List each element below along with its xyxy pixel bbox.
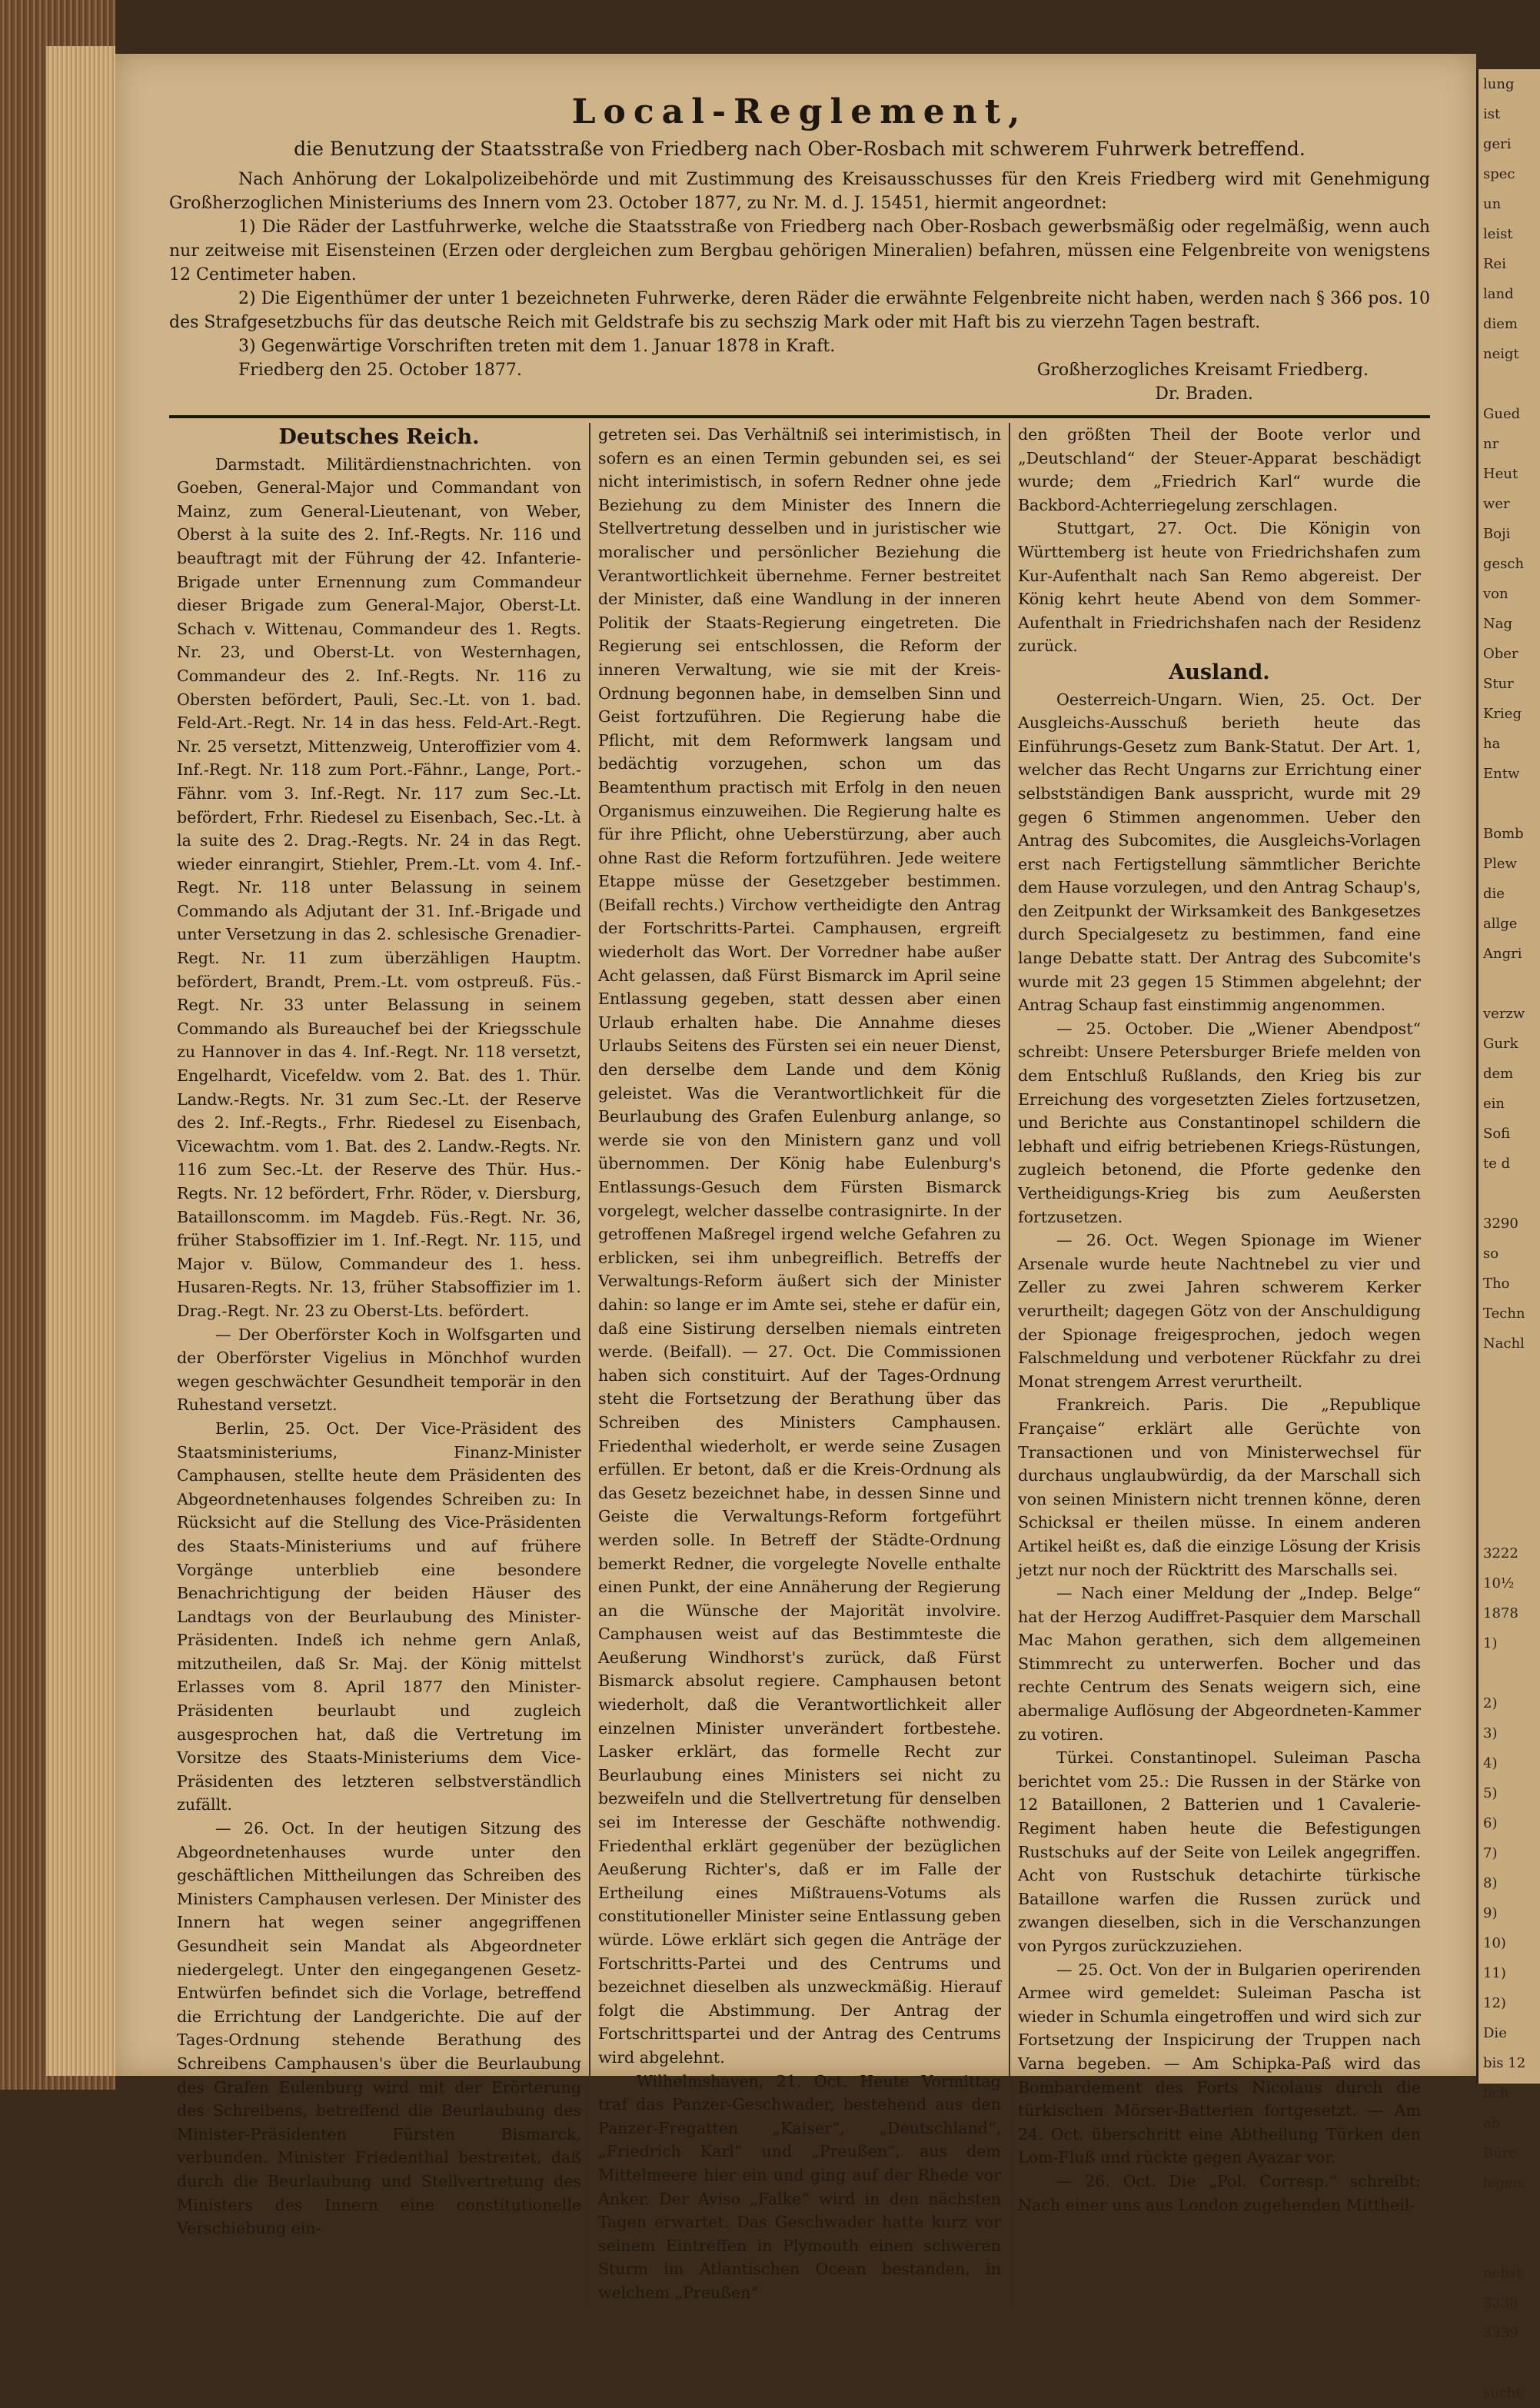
article-frankreich: Frankreich. Paris. Die „Republique Française“ erklärt alle Gerüchte von Transactionen und von Ministerwechsel für durchaus unglaubwürdig, da der Marschall sich von seinen Ministern nicht trennen könne, deren Schicksal er theilen müsse. In einem anderen Artikel heißt es, daß die einzige Lösung der Krisis jetzt nur noch der Rücktritt des Marschalls sei. — [1018, 1395, 1421, 1579]
reglement-para-2: 2) Die Eigenthümer der unter 1 bezeichneten Fuhrwerke, deren Räder die erwähnte Felgenbreite nicht haben, werden nach § 366 pos. 10 des Strafgesetzbuchs für das deutsche Reich mit Geldstrafe bis zu sechszig Mark oder mit Haft bis zu vierzehn Tagen bestraft. — [169, 289, 1430, 332]
adjacent-page-line: allge — [1483, 916, 1518, 932]
adjacent-page-line: leist — [1483, 226, 1513, 242]
adjacent-page-line — [1478, 969, 1540, 999]
adjacent-page-line: 2) — [1483, 1695, 1498, 1711]
newspaper-page — [115, 54, 1476, 2302]
adjacent-page-line: 3339 — [1483, 2325, 1518, 2341]
adjacent-page-line: 3222 — [1483, 1545, 1518, 1562]
adjacent-page-line: Angri — [1483, 946, 1522, 962]
column-3 — [1009, 423, 1429, 2305]
adjacent-page-line: 8) — [1483, 1875, 1498, 1891]
adjacent-page-line: Die — [1483, 2025, 1507, 2041]
adjacent-page-line: 11) — [1483, 1965, 1506, 1981]
book-binding-edge — [0, 0, 115, 2090]
adjacent-page-line: wer — [1483, 496, 1510, 512]
adjacent-page-line: Ober — [1483, 646, 1518, 662]
adjacent-page-line: land — [1483, 286, 1514, 302]
heading-deutsches-reich: Deutsches Reich. — [278, 425, 480, 449]
article-wilhelmshaven: Wilhelmshaven, 21. Oct. Heute Vormittag traf das Panzer-Geschwader, bestehend aus den Panzer-Fregatten „Kaiser“, „Deutschland“, „Friedrich Karl“ und „Preußen“, aus dem Mittelmeere hier ein und ging auf der Rhede vor Anker. Der Aviso „Falke“ wird in den nächsten Tagen erwartet. Das Geschwader hatte kurz vor seinem Eintreffen in Plymouth einen schweren Sturm im Atlantischen Ocean bestanden, in welchem „Preußen“ — [598, 2071, 1001, 2302]
adjacent-page-line — [1478, 2348, 1540, 2378]
article-oberfoerster: — Der Oberförster Koch in Wolfsgarten und der Oberförster Vigelius in Mönchhof wurden wegen geschwächter Gesundheit temporär in den Ruhestand versetzt. — [177, 1325, 581, 1415]
adjacent-page-line: 6) — [1483, 1815, 1498, 1831]
adjacent-page-line — [1478, 789, 1540, 819]
adjacent-page-line: gesch — [1483, 556, 1525, 572]
adjacent-page-line: legen. — [1483, 2175, 1526, 2191]
adjacent-page-line: Tho — [1483, 1276, 1510, 1292]
adjacent-page-line — [1478, 2228, 1540, 2258]
adjacent-page-line: 12) — [1483, 1995, 1506, 2011]
adjacent-page-line: Techn — [1483, 1305, 1525, 1322]
adjacent-page-line: so — [1483, 1246, 1499, 1262]
article-pol-corresp: — 26. Oct. Die „Pol. Corresp.“ schreibt: Nach einer uns aus London zugehenden Mittheil- — [1018, 2171, 1421, 2214]
heading-ausland: Ausland. — [1169, 660, 1270, 684]
adjacent-page-line: Büre — [1483, 2145, 1518, 2161]
adjacent-page-line: Heut — [1483, 466, 1518, 482]
adjacent-page-line: die — [1483, 886, 1505, 902]
adjacent-page-line: diem — [1483, 316, 1518, 332]
adjacent-page-line: 1) — [1483, 1635, 1498, 1651]
adjacent-page-line — [1478, 1448, 1540, 1478]
article-tuerkei: Türkei. Constantinopel. Suleiman Pascha berichtet vom 25.: Die Russen in der Stärke von 12 Bataillonen, 2 Batterien und 1 Cavalerie-Regiment haben heute die Befestigungen Rustschuks auf der Seite von Leilek angegriffen. Acht von Rustschuk detachirte türkische Bataillone warfen die Russen zurück und zwangen dieselben, sich in die Verschanzungen von Pyrgos zurückzuziehen. — [1018, 1748, 1421, 1955]
adjacent-page-line — [1478, 1359, 1540, 1389]
column-2 — [589, 423, 1009, 2305]
adjacent-page-line: Stur — [1483, 676, 1514, 692]
article-oesterreich-ungarn: Oesterreich-Ungarn. Wien, 25. Oct. Der Ausgleichs-Ausschuß berieth heute das Einführungs-Gesetz zum Bank-Statut. Der Art. 1, welcher das Recht Ungarns zur Errichtung einer selbstständigen Bank ausspricht, wurde mit 29 gegen 6 Stimmen angenommen. Ueber den Antrag des Subcomites, die Ausgleichs-Vorlagen erst nach Fertigstellung sämmtlicher Berichte dem Hause vorzulegen, und den Antrag Schaup's, den Zeitpunkt der Wirksamkeit des Bankgesetzes durch Specialgesetz zu bestimmen, fand eine lange Debatte statt. Der Antrag des Subcomite's wurde mit 23 gegen 15 Stimmen abgelehnt; der Antrag Schaup fast einstimmig angenommen. — [1018, 690, 1421, 1015]
page-stack-edge — [46, 46, 115, 2076]
adjacent-page-line: neigt — [1483, 346, 1519, 362]
reglement-intro: Nach Anhörung der Lokalpolizeibehörde und mit Zustimmung des Kreisausschusses für den Kreis Friedberg wird mit Genehmigung Großherzoglichen Ministeriums des Innern vom 23. October 1877, zu Nr. M. d. J. 15451, hiermit angeordnet: — [169, 170, 1430, 213]
article-spionage: — 26. Oct. Wegen Spionage im Wiener Arsenale wurde heute Nachtnebel zu vier und Zeller zu zwei Jahren schwerem Kerker verurtheilt; dagegen Götz von der Anschuldigung der Spionage freigesprochen, jedoch wegen Falschmeldung und verbotener Rückfahr zu drei Monat strengem Arrest verurtheilt. — [1018, 1231, 1421, 1391]
adjacent-page-line: 3338 — [1483, 2295, 1518, 2311]
adjacent-page-line: 1878 — [1483, 1605, 1518, 1621]
adjacent-page-line: Sofi — [1483, 1126, 1511, 1142]
reglement-title: Local-Reglement, — [571, 92, 1028, 131]
article-stuttgart: Stuttgart, 27. Oct. Die Königin von Württemberg ist heute von Friedrichshafen zum Kur-Aufenthalt nach San Remo abgereist. Der König kehrt heute Abend von dem Sommer-Aufenthalt in Friedrichshafen nach der Residenz zurück. — [1018, 519, 1421, 656]
adjacent-page-line: lich — [1483, 2085, 1509, 2101]
adjacent-page-line: 3290 — [1483, 1216, 1518, 1232]
reglement-signature-row — [169, 358, 1430, 382]
article-darmstadt: Darmstadt. Militärdienstnachrichten. von Goeben, General-Major und Commandant von Mainz, zum General-Lieutenant, von Weber, Oberst à la suite des 2. Inf.-Regts. Nr. 116 und beauftragt mit der Führung der 42. Infanterie-Brigade unter Ernennung zum Commandeur dieser Brigade zum General-Major, Oberst-Lt. Schach v. Wittenau, Commandeur des 1. Regts. Nr. 23, und Oberst-Lt. von Westernhagen, Commandeur des 2. Inf.-Regts. Nr. 116 zu Obersten befördert, Pauli, Sec.-Lt. von 1. bad. Feld-Art.-Regt. Nr. 14 in das hess. Feld-Art.-Regt. Nr. 25 versetzt, Mittenzweig, Unteroffizier vom 4. Inf.-Regt. Nr. 118 zum Port.-Fähnr., Lange, Port.-Fähnr. vom 3. Inf.-Regt. Nr. 117 zum Sec.-Lt. befördert, Frhr. Riedesel zu Eisenbach, Sec.-Lt. à la suite des 2. Drag.-Regts. Nr. 24 in das Regt. wieder einrangirt, Stiehler, Prem.-Lt. vom 4. Inf.-Regt. Nr. 118 unter Belassung in seinem Commando als Adjutant der 31. Inf.-Brigade und unter Versetzung in das 2. schlesische Grenadier-Regt. Nr. 11 zum überzähligen Hauptm. befördert, Brandt, Prem.-Lt. vom ostpreuß. Füs.-Regt. Nr. 33 unter Belassung in seinem Commando als Bureauchef bei der Kriegsschule zu Hannover in das 4. Inf.-Regt. Nr. 118 versetzt, Engelhardt, Vicefeldw. vom 2. Bat. des 1. Thür. Landw.-Regts. Nr. 31 zum Sec.-Lt. der Reserve des 2. Inf.-Regts., Frhr. Riedesel zu Eisenbach, Vicewachtm. vom 1. Bat. des 2. Landw.-Regts. Nr. 116 zum Sec.-Lt. der Reserve des Thür. Hus.-Regts. Nr. 12 befördert, Frhr. Röder, v. Diersburg, Bataillonscomm. im Magdeb. Füs.-Regt. Nr. 36, früher Stabsoffizier im 1. Inf.-Regt. Nr. 115, und Major v. Bülow, Commandeur des 1. hess. Husaren-Regts. Nr. 13, früher Stabsoffizier im 1. Drag.-Regt. Nr. 23 zu Oberst-Lts. befördert. — [177, 454, 581, 1320]
adjacent-page-line: ab — [1483, 2115, 1501, 2131]
adjacent-page-line: Nag — [1483, 616, 1513, 632]
adjacent-page-line: Gued — [1483, 406, 1521, 422]
article-wiener-abendpost: — 25. October. Die „Wiener Abendpost“ schreibt: Unsere Petersburger Briefe melden von dem Entschluß Rußlands, den Krieg bis zur Erreichung des vorgesetzten Zieles fortzusetzen, und Berichte aus Constantinopel schildern die lebhaft und eifrig betriebenen Kriegs-Rüstungen, zugleich betonend, die Pforte gedenke den Vertheidigungs-Krieg bis zum Aeußersten fortzusetzen. — [1018, 1019, 1421, 1226]
adjacent-page-line: Boji — [1483, 526, 1511, 542]
adjacent-page-line: bis 12 — [1483, 2055, 1526, 2071]
page-content — [169, 92, 1430, 2305]
adjacent-page-fragment — [1476, 69, 1540, 2401]
adjacent-page-line: Bomb — [1483, 826, 1524, 842]
adjacent-page-line: ist — [1483, 106, 1501, 122]
adjacent-page-line: nr — [1483, 436, 1499, 452]
adjacent-page-line: Plew — [1483, 856, 1517, 872]
column-1 — [169, 423, 589, 2305]
article-berlin-26-oct: — 26. Oct. In der heutigen Sitzung des Abgeordnetenhauses wurde unter den geschäftlichen Mittheilungen das Schreiben des Ministers Camphausen verlesen. Der Minister des Innern hat wegen seiner angegriffenen Gesundheit sein Mandat als Abgeordneter niedergelegt. Unter den eingegangenen Gesetz-Entwürfen befindet sich die Vorlage, betreffend die Errichtung der Landgerichte. Die auf der Tages-Ordnung stehende Berathung des Schreibens Camphausen's über die Beurlaubung des Grafen Eulenburg wird mit der Erörterung des Schreibens, betreffend die Beurlaubung des Minister-Präsidenten Fürsten Bismarck, verbunden. Minister Friedenthal bestreitet, daß durch die Beurlaubung und Stellvertretung des Ministers des Innern eine constitutionelle Verschiebung ein- — [177, 1819, 581, 2238]
article-berlin: Berlin, 25. Oct. Der Vice-Präsident des Staatsministeriums, Finanz-Minister Camphausen, stellte heute dem Präsidenten des Abgeordnetenhauses folgendes Schreiben zu: In Rücksicht auf die Stellung des Vice-Präsidenten des Staats-Ministeriums und auf frühere Vorgänge unterblieb eine besondere Benachrichtigung der beiden Häuser des Landtags von der Beurlaubung des Minister-Präsidenten. Indeß ich nehme gern Anlaß, mitzutheilen, daß Sr. Maj. der König mittelst Erlasses vom 8. April 1877 den Minister-Präsidenten beurlaubt und zugleich ausgesprochen hat, daß die Vertretung im Vorsitze des Staats-Ministeriums dem Vice-Präsidenten des letzteren selbstverständlich zufällt. — [177, 1419, 581, 1814]
adjacent-page-line: 10) — [1483, 1935, 1506, 1951]
adjacent-page-line — [1478, 1419, 1540, 1448]
adjacent-page-line — [1478, 1179, 1540, 1209]
adjacent-page-line: 9) — [1483, 1905, 1498, 1921]
reglement-para-3: 3) Gegenwärtige Vorschriften treten mit dem 1. Januar 1878 in Kraft. — [238, 337, 836, 356]
adjacent-page-line: 7) — [1483, 1845, 1498, 1861]
reglement-date: Friedberg den 25. October 1877. — [238, 361, 522, 380]
article-bulgarien: — 25. Oct. Von der in Bulgarien operirenden Armee wird gemeldet: Suleiman Pascha ist wieder in Schumla eingetroffen und wird sich zur Fortsetzung der Inspicirung der Truppen nach Varna begeben. — Am Schipka-Paß wird das Bombardement des Forts Nicolaus durch die türkischen Mörser-Batterien fortgesetzt. — Am 24. Oct. überschritt eine Abtheilung Türken den Lom-Fluß und rückte gegen Ayazar vor. — [1018, 1960, 1421, 2167]
adjacent-page-line — [1478, 1389, 1540, 1419]
article-berlin-continued: getreten sei. Das Verhältniß sei interimistisch, in sofern es an einen Termin gebunden sei, es sei nicht interimistisch, in sofern Redner ohne jede Beziehung zu dem Minister des Innern die Stellvertretung desselben und in juristischer wie moralischer und persönlicher Beziehung die Verantwortlichkeit übernehme. Ferner bestreitet der Minister, daß eine Wandlung in der inneren Politik der Staats-Regierung eingetreten. Die Regierung sei entschlossen, die Reform der inneren Verwaltung, wie sie mit der Kreis-Ordnung begonnen habe, in demselben Sinn und Geist fortzuführen. Die Regierung habe die Pflicht, mit dem Reformwerk langsam und bedächtig vorzugehen, schon um das Beamtenthum practisch mit Erfolg in den neuen Organismus einzuweihen. Die Regierung halte es für ihre Pflicht, ohne Ueberstürzung, aber auch ohne Rast die Reform fortzuführen. Jede weitere Etappe müsse der Gesetzgeber bestimmen. (Beifall rechts.) Virchow vertheidigte den Antrag der Fortschritts-Partei. Camphausen, ergreift wiederholt das Wort. Der Vorredner habe außer Acht gelassen, daß Fürst Bismarck im April seine Entlassung gegeben, statt dessen aber einen Urlaub erhalten habe. Die Annahme dieses Urlaubs Seitens des Fürsten sei ein neuer Dienst, den derselbe dem Lande und dem König geleistet. Was die Verantwortlichkeit für die Beurlaubung des Grafen Eulenburg anlange, so werde sie von den Ministern ganz und voll übernommen. Der König habe Eulenburg's Entlassungs-Gesuch dem Fürsten Bismarck vorgelegt, welcher dasselbe contrasignirte. In der getroffenen Maßregel irgend welche Gefahren zu erblicken, sei ihm unbegreiflich. Betreffs der Verwaltungs-Reform äußert sich der Minister dahin: so lange er im Amte sei, stehe er dafür ein, daß eine Sistirung derselben niemals eintreten werde. (Beifall). — 27. Oct. Die Commissionen haben sich constituirt. Auf der Tages-Ordnung steht die Fortsetzung der Berathung über das Schreiben des Ministers Camphausen. Friedenthal wiederholt, er werde seine Zusagen erfüllen. Er betont, daß er die Kreis-Ordnung als das Gesetz bezeichnet habe, in dessen Sinne und Geiste die Verwaltungs-Reform fortgeführt werden solle. In Betreff der Städte-Ordnung bemerkt Redner, die vorgelegte Novelle enthalte einen Punkt, der eine Annäherung der Regierung an die Wünsche der Majorität involvire. Camphausen weist auf das Bestimmteste die Aeußerung Windhorst's zurück, daß Fürst Bismarck absolut regiere. Camphausen betont wiederholt, daß die Verantwortlichkeit aller einzelnen Minister unverändert fortbestehe. Lasker erklärt, das formelle Recht zur Beurlaubung eines Ministers sei nicht zu bezweifeln und die Stellvertretung für denselben sei im Interesse der Geschäfte nothwendig. Friedenthal erklärt gegenüber der bezüglichen Aeußerung Richter's, daß er im Falle der Ertheilung eines Mißtrauens-Votums als constitutioneller Minister seine Entlassung geben würde. Löwe erklärt sich gegen die Anträge der Fortschritts-Partei und des Centrums und bezeichnet dieselben als unzweckmäßig. Hierauf folgt die Abstimmung. Der Antrag der Fortschrittspartei und der Antrag des Centrums wird abgelehnt. — [598, 425, 1001, 2067]
adjacent-page-line: ein — [1483, 1096, 1505, 1112]
adjacent-page-line: Nachl — [1483, 1335, 1525, 1352]
adjacent-page-line: 5) — [1483, 1785, 1498, 1801]
reglement-signer: Dr. Braden. — [1155, 384, 1253, 404]
article-indep-belge: — Nach einer Meldung der „Indep. Belge“ hat der Herzog Audiffret-Pasquier dem Marschall Mac Mahon gerathen, sich dem allgemeinen Stimmrecht zu unterwerfen. Bocher und das rechte Centrum des Senats weigern sich, eine abermalige Auflösung der Abgeordneten-Kammer zu votiren. — [1018, 1584, 1421, 1744]
adjacent-page-line: 3) — [1483, 1725, 1498, 1741]
reglement-authority: Großherzogliches Kreisamt Friedberg. — [1036, 361, 1369, 380]
adjacent-page-line — [1478, 2198, 1540, 2228]
adjacent-page-line — [1478, 1508, 1540, 1538]
adjacent-page-line: spec — [1483, 166, 1515, 182]
adjacent-page-line: nebst — [1483, 2265, 1522, 2281]
reglement-signer-row — [169, 382, 1430, 406]
adjacent-page-line: Entw — [1483, 766, 1520, 782]
adjacent-page-line — [1478, 1658, 1540, 1688]
adjacent-page-line: 10½ — [1483, 1575, 1515, 1591]
adjacent-page-line: ha — [1483, 736, 1501, 752]
adjacent-page-line — [1478, 369, 1540, 399]
reglement-subtitle: die Benutzung der Staatsstraße von Friedberg nach Ober-Rosbach mit schwerem Fuhrwerk betreffend. — [294, 138, 1306, 160]
adjacent-page-line: sucht — [1483, 2385, 1522, 2401]
news-columns — [169, 423, 1430, 2305]
section-divider — [169, 415, 1430, 418]
reglement-para-1: 1) Die Räder der Lastfuhrwerke, welche die Staatsstraße von Friedberg nach Ober-Rosbach gewerbsmäßig oder regelmäßig, wenn auch nur zeitweise mit Eisensteinen (Erzen oder dergleichen zum Bergbau gehörigen Mineralien) befahren, müssen eine Felgenbreite von wenigstens 12 Centimeter haben. — [169, 218, 1430, 284]
adjacent-page-line: Rei — [1483, 256, 1506, 272]
adjacent-page-line: 4) — [1483, 1755, 1498, 1771]
article-wilhelmshaven-continued: den größten Theil der Boote verlor und „Deutschland“ der Steuer-Apparat beschädigt wurde; dem „Friedrich Karl“ wurde die Backbord-Achterriegelung zerschlagen. — [1018, 425, 1421, 514]
adjacent-page-line — [1478, 1478, 1540, 1508]
adjacent-page-line: te d — [1483, 1156, 1511, 1172]
adjacent-page-line: dem — [1483, 1066, 1514, 1082]
adjacent-page-line: un — [1483, 196, 1502, 212]
adjacent-page-line: Krieg — [1483, 706, 1522, 722]
adjacent-page-line: von — [1483, 586, 1508, 602]
reglement-body — [169, 168, 1430, 358]
adjacent-page-line: verzw — [1483, 1006, 1525, 1022]
adjacent-page-line: lung — [1483, 76, 1515, 92]
adjacent-page-line: Gurk — [1483, 1036, 1518, 1052]
adjacent-page-line: geri — [1483, 136, 1512, 152]
